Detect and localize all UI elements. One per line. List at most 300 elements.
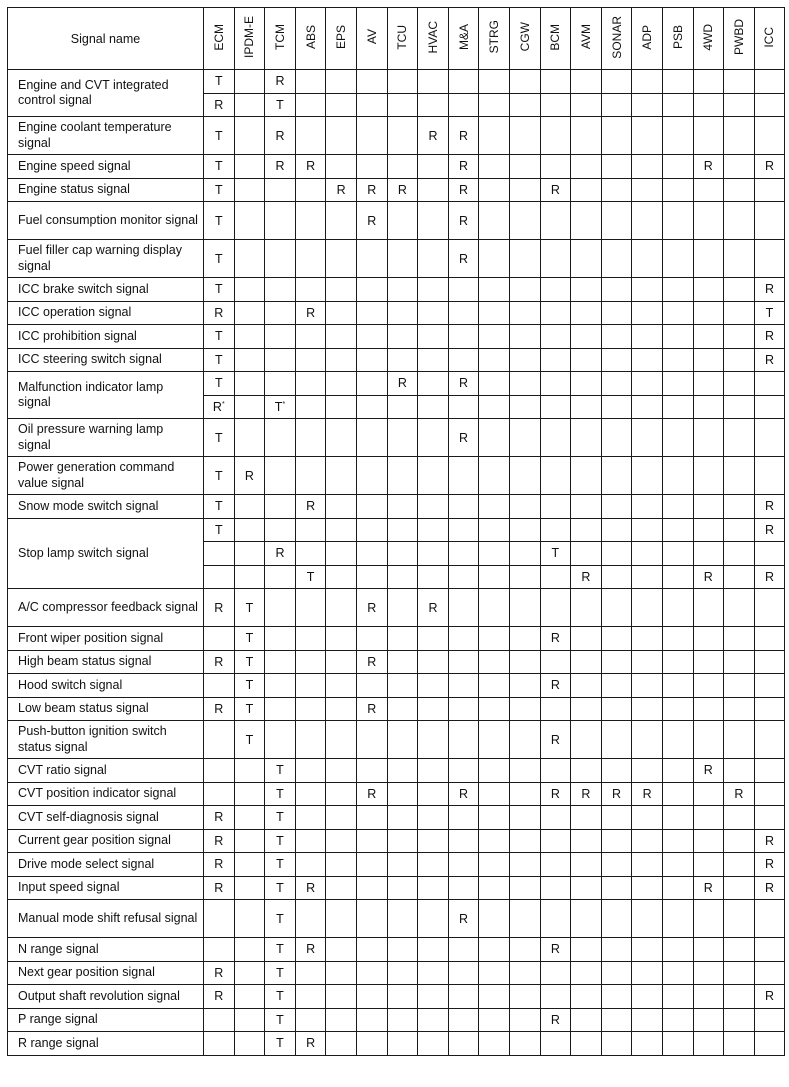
- cell-sonar: [601, 697, 632, 721]
- cell-tcu: [387, 853, 418, 877]
- cell-icc: [754, 1008, 785, 1032]
- cell-av: [356, 876, 387, 900]
- cell-sonar: [601, 627, 632, 651]
- cell-value: T: [276, 810, 284, 825]
- cell-m-a: [448, 759, 479, 783]
- cell-pwbd: [724, 457, 755, 495]
- cell-value: T: [245, 654, 254, 669]
- signal-name-cell: Input speed signal: [8, 876, 204, 900]
- module-header-label: M&A: [456, 23, 471, 50]
- cell-value: R: [764, 857, 774, 872]
- signal-name-cell: Hood switch signal: [8, 674, 204, 698]
- signal-name-cell: Engine status signal: [8, 178, 204, 202]
- table-row: [8, 301, 785, 325]
- table-row: [8, 457, 785, 495]
- cell-psb: [662, 674, 693, 698]
- cell-4wd: [693, 495, 724, 519]
- cell-value: R: [734, 786, 744, 801]
- signal-name-cell: Output shaft revolution signal: [8, 985, 204, 1009]
- cell-icc: [754, 419, 785, 457]
- cell-ipdm-e: [234, 674, 265, 698]
- cell-tcu: [387, 806, 418, 830]
- cell-ipdm-e: [234, 759, 265, 783]
- cell-value: R: [703, 569, 713, 584]
- cell-value: T: [214, 74, 223, 89]
- cell-tcm: [265, 372, 296, 396]
- cell-adp: [632, 829, 663, 853]
- table-row: [8, 178, 785, 202]
- cell-abs: [295, 178, 326, 202]
- cell-tcu: [387, 419, 418, 457]
- cell-value: R: [459, 251, 469, 266]
- cell-adp: [632, 155, 663, 179]
- cell-strg: [479, 278, 510, 302]
- cell-bcm: [540, 1008, 571, 1032]
- cell-tcu: [387, 240, 418, 278]
- cell-sonar: [601, 650, 632, 674]
- cell-sonar: [601, 853, 632, 877]
- cell-av: [356, 759, 387, 783]
- cell-sonar: [601, 900, 632, 938]
- cell-value: R: [336, 182, 346, 197]
- cell-bcm: [540, 325, 571, 349]
- cell-4wd: [693, 853, 724, 877]
- cell-adp: [632, 240, 663, 278]
- cell-av: [356, 419, 387, 457]
- cell-ecm: [204, 325, 235, 349]
- cell-4wd: [693, 674, 724, 698]
- cell-tcu: [387, 565, 418, 589]
- cell-ecm: [204, 202, 235, 240]
- cell-pwbd: [724, 518, 755, 542]
- cell-4wd: [693, 565, 724, 589]
- cell-tcu: [387, 70, 418, 94]
- cell-adp: [632, 301, 663, 325]
- cell-abs: [295, 495, 326, 519]
- cell-adp: [632, 325, 663, 349]
- cell-cgw: [509, 278, 540, 302]
- cell-m-a: [448, 806, 479, 830]
- module-header-avm: [571, 8, 602, 70]
- cell-ipdm-e: [234, 961, 265, 985]
- cell-av: [356, 938, 387, 962]
- cell-ipdm-e: [234, 627, 265, 651]
- header-row: [8, 8, 785, 70]
- cell-value: T: [765, 305, 774, 320]
- cell-ipdm-e: [234, 117, 265, 155]
- signal-name-cell: Engine coolant temperature signal: [8, 117, 204, 155]
- cell-abs: [295, 721, 326, 759]
- cell-ecm: [204, 495, 235, 519]
- module-header-sonar: [601, 8, 632, 70]
- cell-tcu: [387, 372, 418, 396]
- cell-hvac: [418, 589, 449, 627]
- cell-adp: [632, 782, 663, 806]
- cell-psb: [662, 697, 693, 721]
- cell-sonar: [601, 518, 632, 542]
- module-header-tcu: [387, 8, 418, 70]
- table-row: [8, 876, 785, 900]
- cell-value: T: [214, 376, 223, 391]
- cell-ecm: [204, 650, 235, 674]
- cell-abs: [295, 627, 326, 651]
- cell-ecm: [204, 853, 235, 877]
- cell-ecm: [204, 627, 235, 651]
- cell-av: [356, 650, 387, 674]
- cell-value: R: [459, 128, 469, 143]
- cell-value: R: [764, 282, 774, 297]
- cell-strg: [479, 697, 510, 721]
- cell-4wd: [693, 395, 724, 419]
- cell-abs: [295, 1008, 326, 1032]
- signal-name-cell: High beam status signal: [8, 650, 204, 674]
- cell-cgw: [509, 372, 540, 396]
- cell-avm: [571, 721, 602, 759]
- cell-m-a: [448, 1032, 479, 1056]
- cell-hvac: [418, 93, 449, 117]
- cell-value: R: [764, 880, 774, 895]
- cell-sonar: [601, 155, 632, 179]
- cell-tcm: [265, 518, 296, 542]
- cell-bcm: [540, 155, 571, 179]
- cell-adp: [632, 938, 663, 962]
- cell-icc: [754, 782, 785, 806]
- cell-cgw: [509, 985, 540, 1009]
- cell-pwbd: [724, 240, 755, 278]
- cell-bcm: [540, 985, 571, 1009]
- cell-pwbd: [724, 542, 755, 566]
- signal-name-cell: Low beam status signal: [8, 697, 204, 721]
- cell-4wd: [693, 721, 724, 759]
- cell-avm: [571, 518, 602, 542]
- cell-pwbd: [724, 759, 755, 783]
- cell-cgw: [509, 806, 540, 830]
- cell-abs: [295, 240, 326, 278]
- table-row: [8, 155, 785, 179]
- cell-eps: [326, 782, 357, 806]
- cell-value: T: [276, 833, 284, 848]
- signal-name-cell: Drive mode select signal: [8, 853, 204, 877]
- signal-name-cell: Engine speed signal: [8, 155, 204, 179]
- cell-bcm: [540, 495, 571, 519]
- cell-abs: [295, 900, 326, 938]
- cell-cgw: [509, 542, 540, 566]
- cell-pwbd: [724, 202, 755, 240]
- cell-abs: [295, 938, 326, 962]
- cell-ipdm-e: [234, 900, 265, 938]
- cell-cgw: [509, 1008, 540, 1032]
- cell-avm: [571, 70, 602, 94]
- table-row: [8, 419, 785, 457]
- cell-abs: [295, 565, 326, 589]
- cell-adp: [632, 589, 663, 627]
- cell-tcm: [265, 900, 296, 938]
- cell-ecm: [204, 419, 235, 457]
- cell-value: T: [214, 499, 223, 514]
- cell-pwbd: [724, 117, 755, 155]
- cell-sonar: [601, 985, 632, 1009]
- cell-tcu: [387, 495, 418, 519]
- cell-pwbd: [724, 961, 755, 985]
- cell-psb: [662, 495, 693, 519]
- cell-tcm: [265, 70, 296, 94]
- cell-abs: [295, 759, 326, 783]
- cell-avm: [571, 565, 602, 589]
- cell-value: R: [367, 701, 377, 716]
- cell-avm: [571, 395, 602, 419]
- cell-pwbd: [724, 93, 755, 117]
- cell-pwbd: [724, 70, 755, 94]
- cell-value: T: [214, 282, 223, 297]
- cell-value: R: [367, 600, 377, 615]
- cell-eps: [326, 70, 357, 94]
- cell-av: [356, 348, 387, 372]
- cell-m-a: [448, 1008, 479, 1032]
- cell-ipdm-e: [234, 93, 265, 117]
- module-header-m-a: [448, 8, 479, 70]
- cell-psb: [662, 240, 693, 278]
- cell-value: R: [459, 159, 469, 174]
- table-row: [8, 325, 785, 349]
- cell-m-a: [448, 70, 479, 94]
- cell-icc: [754, 542, 785, 566]
- table-row: [8, 721, 785, 759]
- cell-value: R: [459, 182, 469, 197]
- cell-ipdm-e: [234, 240, 265, 278]
- cell-ecm: [204, 348, 235, 372]
- cell-pwbd: [724, 1032, 755, 1056]
- cell-tcm: [265, 117, 296, 155]
- cell-adp: [632, 853, 663, 877]
- module-header-cgw: [509, 8, 540, 70]
- cell-m-a: [448, 278, 479, 302]
- module-header-ipdm-e: [234, 8, 265, 70]
- cell-abs: [295, 419, 326, 457]
- cell-value: R: [367, 786, 377, 801]
- module-header-label: STRG: [487, 20, 502, 54]
- cell-sonar: [601, 348, 632, 372]
- cell-eps: [326, 542, 357, 566]
- cell-value: R: [459, 430, 469, 445]
- cell-icc: [754, 900, 785, 938]
- cell-tcu: [387, 1008, 418, 1032]
- cell-hvac: [418, 721, 449, 759]
- cell-adp: [632, 1032, 663, 1056]
- cell-adp: [632, 518, 663, 542]
- cell-bcm: [540, 759, 571, 783]
- cell-abs: [295, 372, 326, 396]
- cell-hvac: [418, 938, 449, 962]
- cell-avm: [571, 697, 602, 721]
- cell-abs: [295, 542, 326, 566]
- cell-tcm: [265, 674, 296, 698]
- cell-ecm: [204, 1032, 235, 1056]
- cell-cgw: [509, 961, 540, 985]
- cell-tcu: [387, 721, 418, 759]
- table-row: [8, 1032, 785, 1056]
- cell-adp: [632, 348, 663, 372]
- cell-m-a: [448, 938, 479, 962]
- cell-icc: [754, 627, 785, 651]
- cell-bcm: [540, 240, 571, 278]
- table-row: [8, 806, 785, 830]
- cell-eps: [326, 759, 357, 783]
- module-header-label: ADP: [640, 24, 655, 50]
- cell-avm: [571, 650, 602, 674]
- cell-hvac: [418, 240, 449, 278]
- cell-value: R: [764, 352, 774, 367]
- cell-value: R: [214, 701, 224, 716]
- cell-tcm: [265, 829, 296, 853]
- cell-psb: [662, 202, 693, 240]
- cell-avm: [571, 938, 602, 962]
- cell-bcm: [540, 419, 571, 457]
- cell-value: R: [459, 213, 469, 228]
- cell-4wd: [693, 876, 724, 900]
- cell-value: R: [581, 786, 591, 801]
- cell-av: [356, 495, 387, 519]
- table-row: [8, 961, 785, 985]
- cell-psb: [662, 1032, 693, 1056]
- table-row: [8, 348, 785, 372]
- cell-psb: [662, 457, 693, 495]
- cell-value: R: [214, 989, 224, 1004]
- cell-tcm: [265, 457, 296, 495]
- cell-4wd: [693, 155, 724, 179]
- table-row: [8, 759, 785, 783]
- cell-av: [356, 70, 387, 94]
- cell-sonar: [601, 93, 632, 117]
- cell-ipdm-e: [234, 853, 265, 877]
- cell-abs: [295, 155, 326, 179]
- cell-tcm: [265, 348, 296, 372]
- cell-4wd: [693, 650, 724, 674]
- cell-hvac: [418, 325, 449, 349]
- cell-cgw: [509, 117, 540, 155]
- cell-av: [356, 457, 387, 495]
- cell-eps: [326, 301, 357, 325]
- cell-tcu: [387, 961, 418, 985]
- cell-strg: [479, 117, 510, 155]
- cell-ecm: [204, 876, 235, 900]
- cell-value: R: [764, 522, 774, 537]
- cell-bcm: [540, 876, 571, 900]
- cell-strg: [479, 155, 510, 179]
- cell-strg: [479, 495, 510, 519]
- module-header-tcm: [265, 8, 296, 70]
- cell-ecm: [204, 278, 235, 302]
- cell-adp: [632, 806, 663, 830]
- cell-bcm: [540, 961, 571, 985]
- cell-tcm: [265, 721, 296, 759]
- cell-av: [356, 853, 387, 877]
- cell-avm: [571, 202, 602, 240]
- cell-adp: [632, 542, 663, 566]
- cell-eps: [326, 565, 357, 589]
- cell-m-a: [448, 301, 479, 325]
- cell-strg: [479, 565, 510, 589]
- signal-name-cell: Snow mode switch signal: [8, 495, 204, 519]
- cell-av: [356, 178, 387, 202]
- cell-psb: [662, 759, 693, 783]
- cell-avm: [571, 117, 602, 155]
- cell-sonar: [601, 240, 632, 278]
- cell-m-a: [448, 372, 479, 396]
- cell-adp: [632, 650, 663, 674]
- cell-tcm: [265, 542, 296, 566]
- cell-4wd: [693, 900, 724, 938]
- cell-pwbd: [724, 853, 755, 877]
- cell-avm: [571, 806, 602, 830]
- module-header-label: AVM: [578, 24, 593, 50]
- table-row: [8, 650, 785, 674]
- cell-adp: [632, 495, 663, 519]
- cell-bcm: [540, 589, 571, 627]
- cell-strg: [479, 961, 510, 985]
- signal-name-cell: N range signal: [8, 938, 204, 962]
- cell-tcu: [387, 650, 418, 674]
- cell-m-a: [448, 961, 479, 985]
- cell-tcm: [265, 202, 296, 240]
- cell-value: R: [306, 159, 316, 174]
- cell-psb: [662, 178, 693, 202]
- cell-tcu: [387, 674, 418, 698]
- cell-sonar: [601, 1008, 632, 1032]
- module-header-strg: [479, 8, 510, 70]
- cell-pwbd: [724, 278, 755, 302]
- cell-eps: [326, 518, 357, 542]
- signal-name-cell: R range signal: [8, 1032, 204, 1056]
- cell-strg: [479, 240, 510, 278]
- cell-ecm: [204, 985, 235, 1009]
- cell-value: R: [306, 880, 316, 895]
- cell-icc: [754, 565, 785, 589]
- cell-cgw: [509, 759, 540, 783]
- cell-tcu: [387, 325, 418, 349]
- cell-value: R: [550, 1012, 560, 1027]
- module-header-psb: [662, 8, 693, 70]
- module-header-ecm: [204, 8, 235, 70]
- cell-strg: [479, 853, 510, 877]
- table-row: [8, 938, 785, 962]
- table-row: [8, 985, 785, 1009]
- signal-name-cell: ICC prohibition signal: [8, 325, 204, 349]
- cell-cgw: [509, 457, 540, 495]
- cell-value: R: [550, 631, 560, 646]
- cell-value: R: [764, 989, 774, 1004]
- cell-psb: [662, 301, 693, 325]
- cell-tcm: [265, 806, 296, 830]
- table-row: [8, 518, 785, 542]
- cell-value: T: [245, 600, 254, 615]
- cell-4wd: [693, 961, 724, 985]
- table-row: [8, 495, 785, 519]
- cell-eps: [326, 829, 357, 853]
- cell-hvac: [418, 565, 449, 589]
- cell-ipdm-e: [234, 1032, 265, 1056]
- cell-cgw: [509, 395, 540, 419]
- cell-4wd: [693, 70, 724, 94]
- cell-avm: [571, 961, 602, 985]
- cell-avm: [571, 419, 602, 457]
- cell-sonar: [601, 457, 632, 495]
- cell-tcm: [265, 697, 296, 721]
- cell-avm: [571, 782, 602, 806]
- cell-abs: [295, 278, 326, 302]
- cell-value: R: [703, 880, 713, 895]
- cell-icc: [754, 829, 785, 853]
- cell-hvac: [418, 495, 449, 519]
